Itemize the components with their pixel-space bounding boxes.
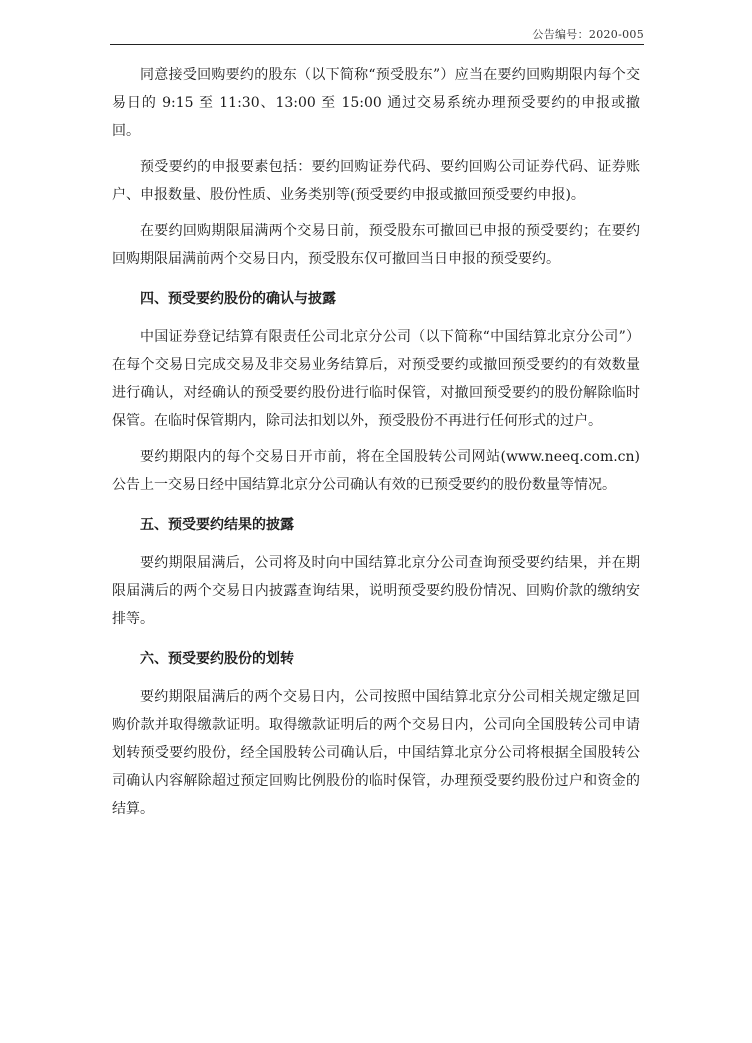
paragraph: 同意接受回购要约的股东（以下简称“预受股东”）应当在要约回购期限内每个交易日的 9:15 至 11:30、13:00 至 15:00 通过交易系统办理预受要约的申报或撤回。 <box>112 67 640 139</box>
paragraph: 在要约回购期限届满两个交易日前，预受股东可撤回已申报的预受要约；在要约回购期限届满前两个交易日内，预受股东仅可撤回当日申报的预受要约。 <box>112 223 640 267</box>
document-body <box>112 61 640 823</box>
paragraph: 中国证券登记结算有限责任公司北京分公司（以下简称“中国结算北京分公司”）在每个交易日完成交易及非交易业务结算后，对预受要约或撤回预受要约的有效数量进行确认，对经确认的预受要约股份进行临时保管，对撤回预受要约的股份解除临时保管。在临时保管期内，除司法扣划以外，预受股份不再进行任何形式的过户。 <box>112 329 640 429</box>
section-heading: 六、预受要约股份的划转 <box>140 651 294 667</box>
section-heading: 五、预受要约结果的披露 <box>140 517 294 533</box>
section-heading: 四、预受要约股份的确认与披露 <box>140 291 336 307</box>
paragraph: 要约期限届满后，公司将及时向中国结算北京分公司查询预受要约结果，并在期限届满后的两个交易日内披露查询结果，说明预受要约股份情况、回购价款的缴纳安排等。 <box>112 555 640 627</box>
paragraph: 预受要约的申报要素包括：要约回购证券代码、要约回购公司证券代码、证券账户、申报数量、股份性质、业务类别等(预受要约申报或撤回预受要约申报)。 <box>112 159 640 203</box>
announcement-number: 公告编号：2020-005 <box>532 28 644 41</box>
header-divider <box>110 44 644 45</box>
paragraph: 要约期限内的每个交易日开市前，将在全国股转公司网站(www.neeq.com.cn)公告上一交易日经中国结算北京分公司确认有效的已预受要约的股份数量等情况。 <box>112 449 640 493</box>
paragraph: 要约期限届满后的两个交易日内，公司按照中国结算北京分公司相关规定缴足回购价款并取得缴款证明。取得缴款证明后的两个交易日内，公司向全国股转公司申请划转预受要约股份，经全国股转公司确认后，中国结算北京分公司将根据全国股转公司确认内容解除超过预定回购比例股份的临时保管，办理预受要约股份过户和资金的结算。 <box>112 689 640 817</box>
